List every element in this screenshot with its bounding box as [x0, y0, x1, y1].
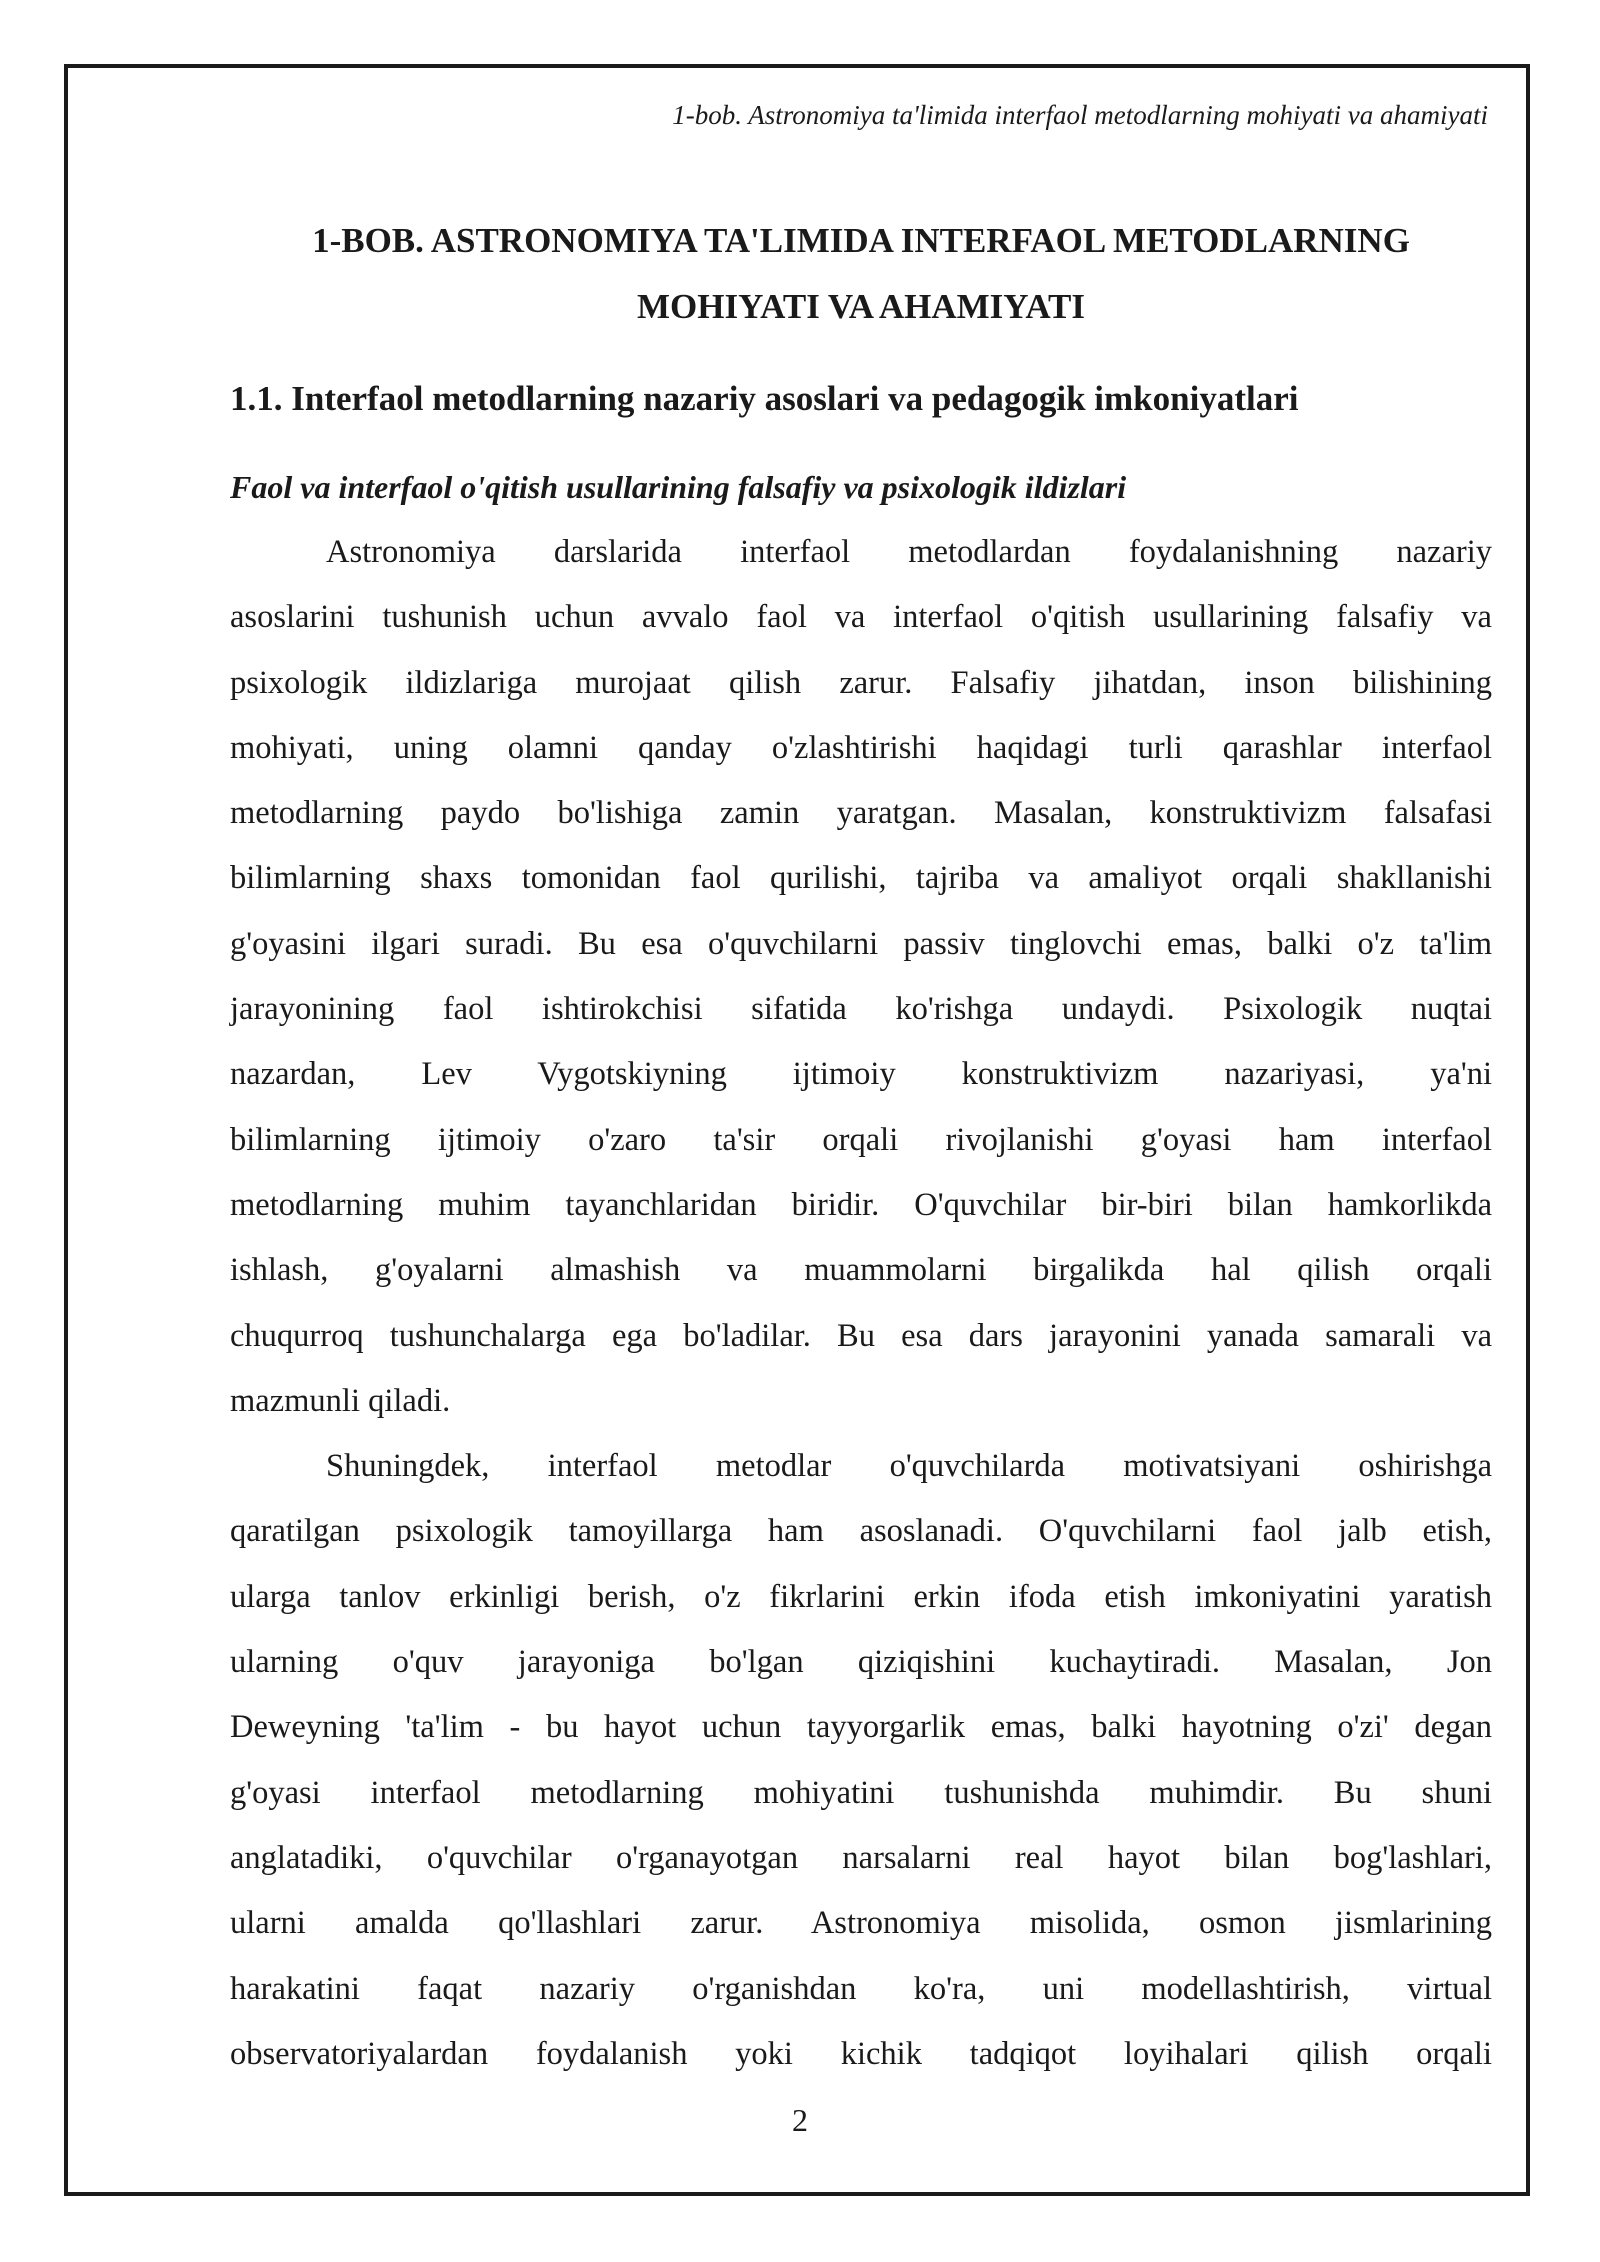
paragraph-line: harakatini faqat nazariy o'rganishdan ko'ra, uni modellashtirish, virtual: [230, 1970, 1492, 2007]
paragraph-line: Astronomiya darslarida interfaol metodlardan foydalanishning nazariy: [326, 534, 1492, 570]
paragraph-line: anglatadiki, o'quvchilar o'rganayotgan narsalarni real hayot bilan bog'lashlari,: [230, 1839, 1492, 1876]
paragraph-line: qaratilgan psixologik tamoyillarga ham asoslanadi. O'quvchilarni faol jalb etish,: [230, 1513, 1492, 1550]
paragraph-line: bilimlarning ijtimoiy o'zaro ta'sir orqali rivojlanishi g'oyasi ham interfaol: [230, 1121, 1492, 1158]
paragraph-line: ishlash, g'oyalarni almashish va muammolarni birgalikda hal qilish orqali: [230, 1252, 1492, 1289]
paragraph-line: mazmunli qiladi.: [230, 1382, 451, 1419]
paragraph-line: asoslarini tushunish uchun avvalo faol va interfaol o'qitish usullarining falsafiy va: [230, 599, 1492, 636]
chapter-title: [230, 208, 1492, 340]
paragraph-line: Deweyning 'ta'lim - bu hayot uchun tayyorgarlik emas, balki hayotning o'zi' degan: [230, 1709, 1492, 1746]
paragraph-line: observatoriyalardan foydalanish yoki kichik tadqiqot loyihalari qilish orqali: [230, 2035, 1492, 2072]
paragraph-line: ularni amalda qo'llashlari zarur. Astronomiya misolida, osmon jismlarining: [230, 1905, 1492, 1942]
paragraph-line: g'oyasi interfaol metodlarning mohiyatini tushunishda muhimdir. Bu shuni: [230, 1774, 1492, 1811]
paragraph-line: chuqurroq tushunchalarga ega bo'ladilar. Bu esa dars jarayonini yanada samarali va: [230, 1317, 1492, 1354]
paragraph-line: psixologik ildizlariga murojaat qilish zarur. Falsafiy jihatdan, inson bilishining: [230, 664, 1492, 701]
paragraph-line: jarayonining faol ishtirokchisi sifatida ko'rishga undaydi. Psixologik nuqtai: [230, 991, 1492, 1028]
paragraph-line: Shuningdek, interfaol metodlar o'quvchilarda motivatsiyani oshirishga: [326, 1448, 1492, 1485]
paragraph-line: bilimlarning shaxs tomonidan faol qurilishi, tajriba va amaliyot orqali shakllanishi: [230, 860, 1492, 897]
paragraph-line: ularga tanlov erkinligi berish, o'z fikrlarini erkin ifoda etish imkoniyatini yaratish: [230, 1578, 1492, 1615]
paragraph-2: [230, 1434, 1492, 2087]
chapter-title-line-2: MOHIYATI VA AHAMIYATI: [637, 287, 1085, 326]
paragraph-line: nazardan, Lev Vygotskiyning ijtimoiy konstruktivizm nazariyasi, ya'ni: [230, 1056, 1492, 1093]
chapter-title-line-1: 1-BOB. ASTRONOMIYA TA'LIMIDA INTERFAOL METODLARNING: [312, 221, 1410, 260]
paragraph-line: ularning o'quv jarayoniga bo'lgan qiziqishini kuchaytiradi. Masalan, Jon: [230, 1644, 1492, 1681]
running-header: 1-bob. Astronomiya ta'limida interfaol metodlarning mohiyati va ahamiyati: [672, 100, 1488, 130]
section-title: 1.1. Interfaol metodlarning nazariy asoslari va pedagogik imkoniyatlari: [230, 379, 1299, 418]
page-content: [230, 208, 1492, 2087]
page-number: 2: [792, 2102, 808, 2138]
paragraph-1: [230, 520, 1492, 1434]
subsection-title: Faol va interfaol o'qitish usullarining falsafiy va psixologik ildizlari: [230, 469, 1127, 505]
paragraph-line: mohiyati, uning olamni qanday o'zlashtirishi haqidagi turli qarashlar interfaol: [230, 729, 1492, 766]
paragraph-line: g'oyasini ilgari suradi. Bu esa o'quvchilarni passiv tinglovchi emas, balki o'z ta'lim: [230, 925, 1492, 962]
paragraph-line: metodlarning muhim tayanchlaridan biridir. O'quvchilar bir-biri bilan hamkorlikda: [230, 1186, 1492, 1223]
paragraph-line: metodlarning paydo bo'lishiga zamin yaratgan. Masalan, konstruktivizm falsafasi: [230, 795, 1492, 832]
